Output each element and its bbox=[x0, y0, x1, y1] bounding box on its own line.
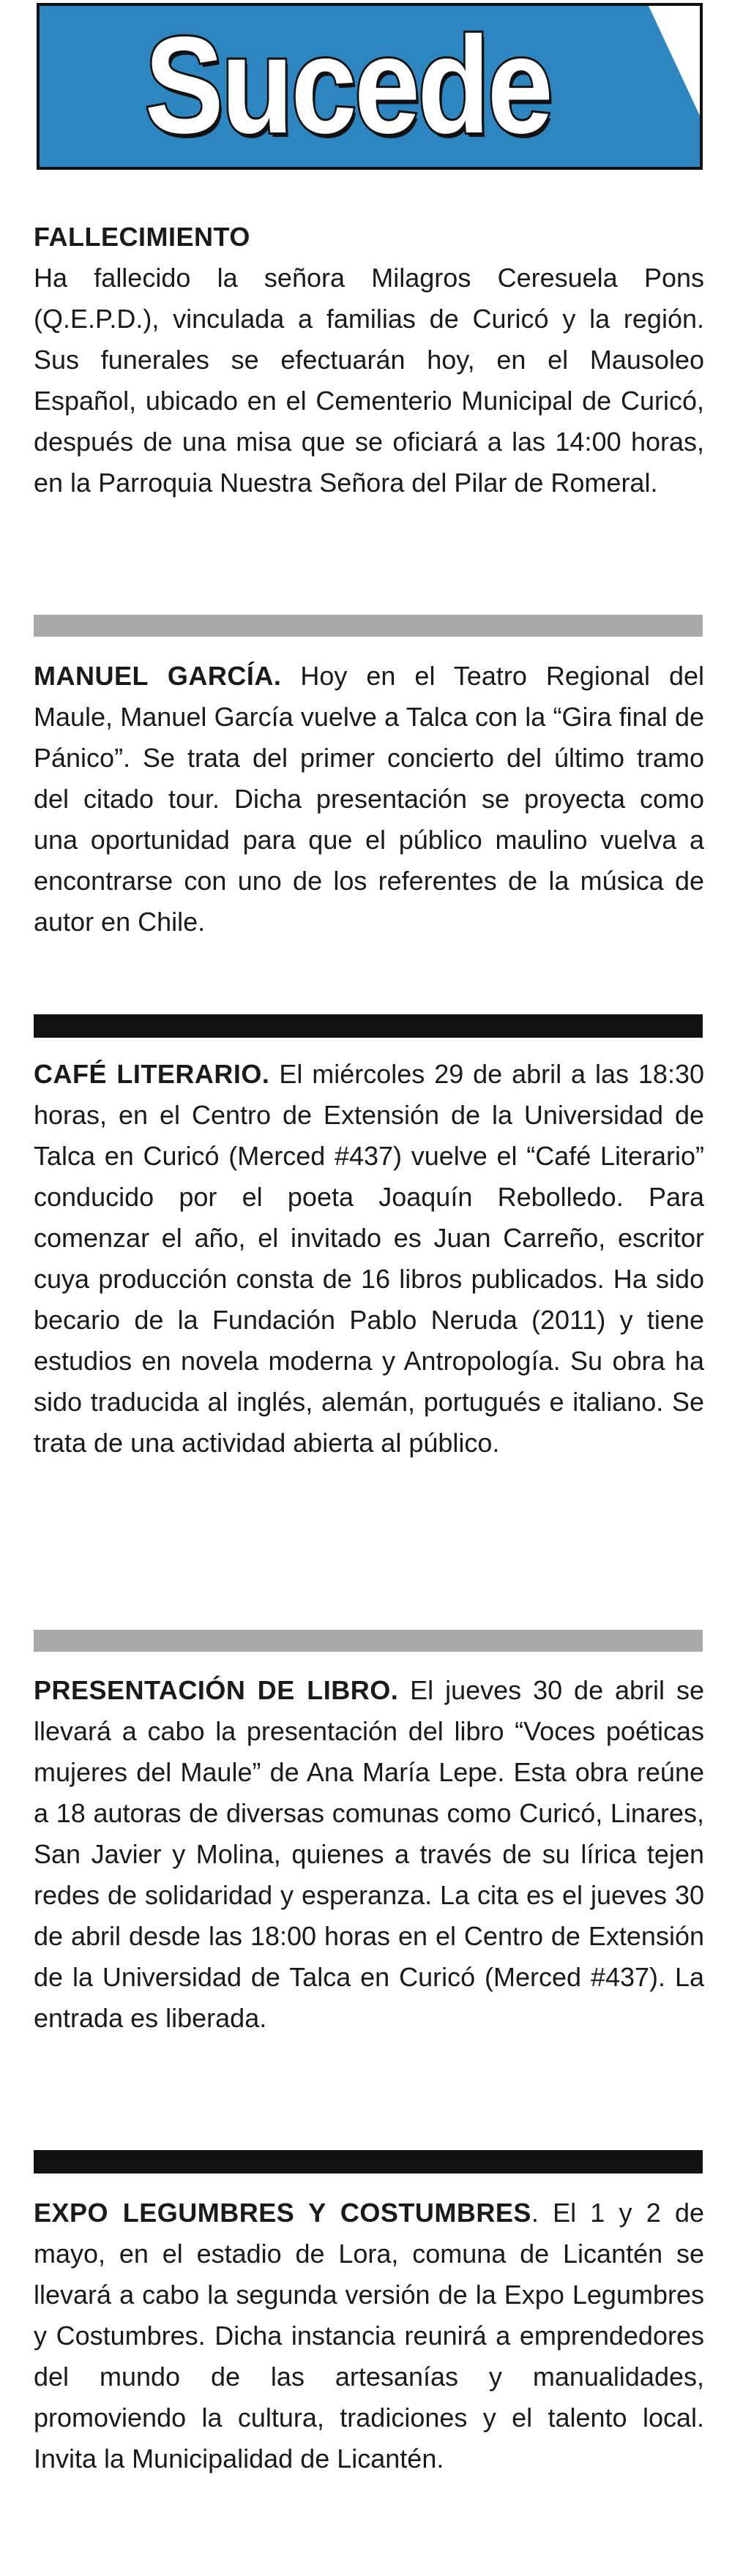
separator-black bbox=[34, 1014, 703, 1038]
article-heading: CAFÉ LITERARIO. bbox=[34, 1059, 270, 1089]
article-presentacion-de-libro bbox=[34, 1670, 704, 2039]
banner-folded-corner bbox=[649, 6, 700, 116]
article-heading: FALLECIMIENTO bbox=[34, 222, 250, 252]
section-banner bbox=[37, 3, 703, 170]
separator-black bbox=[34, 2150, 703, 2174]
separator-gray bbox=[34, 1630, 703, 1652]
article-heading: EXPO LEGUMBRES Y COSTUMBRES bbox=[34, 2198, 531, 2228]
separator-gray bbox=[34, 615, 703, 637]
article-manuel-garcia bbox=[34, 656, 704, 943]
article-expo-legumbres bbox=[34, 2193, 704, 2479]
article-cafe-literario bbox=[34, 1054, 704, 1464]
article-body: Hoy en el Teatro Regional del Maule, Manuel García vuelve a Talca con la “Gira final de Pánico”. Se trata del primer concierto del último tramo del citado tour. Dicha presentación se proyecta como una oportunidad para que el público maulino vuelva a encontrarse con uno de los referentes de la música de autor en Chile. bbox=[34, 661, 704, 937]
article-body: . El 1 y 2 de mayo, en el estadio de Lora, comuna de Licantén se llevará a cabo la segunda versión de la Expo Legumbres y Costumbres. Dicha instancia reunirá a emprendedores del mundo de las artesanías y manualidades, promoviendo la cultura, tradiciones y el talento local. Invita la Municipalidad de Licantén. bbox=[34, 2198, 704, 2474]
article-body: El miércoles 29 de abril a las 18:30 horas, en el Centro de Extensión de la Universidad de Talca en Curicó (Merced #437) vuelve el “Café Literario” conducido por el poeta Joaquín Rebolledo. Para comenzar el año, el invitado es Juan Carreño, escritor cuya producción consta de 16 libros publicados. Ha sido becario de la Fundación Pablo Neruda (2011) y tiene estudios en novela moderna y Antropología. Su obra ha sido traducida al inglés, alemán, portugués e italiano. Se trata de una actividad abierta al público. bbox=[34, 1059, 704, 1458]
article-heading: MANUEL GARCÍA. bbox=[34, 661, 282, 691]
section-title: Sucede bbox=[144, 8, 551, 162]
article-fallecimiento bbox=[34, 217, 704, 503]
article-body: El jueves 30 de abril se llevará a cabo la presentación del libro “Voces poéticas mujeres del Maule” de Ana María Lepe. Esta obra reúne a 18 autoras de diversas comunas como Curicó, Linares, San Javier y Molina, quienes a través de su lírica tejen redes de solidaridad y esperanza. La cita es el jueves 30 de abril desde las 18:00 horas en el Centro de Extensión de la Universidad de Talca en Curicó (Merced #437). La entrada es liberada. bbox=[34, 1675, 704, 2033]
article-body: Ha fallecido la señora Milagros Ceresuela Pons (Q.E.P.D.), vinculada a familias de Curicó y la región. Sus funerales se efectuarán hoy, en el Mausoleo Español, ubicado en el Cementerio Municipal de Curicó, después de una misa que se oficiará a las 14:00 horas, en la Parroquia Nuestra Señora del Pilar de Romeral. bbox=[34, 263, 704, 498]
article-heading: PRESENTACIÓN DE LIBRO. bbox=[34, 1675, 399, 1705]
